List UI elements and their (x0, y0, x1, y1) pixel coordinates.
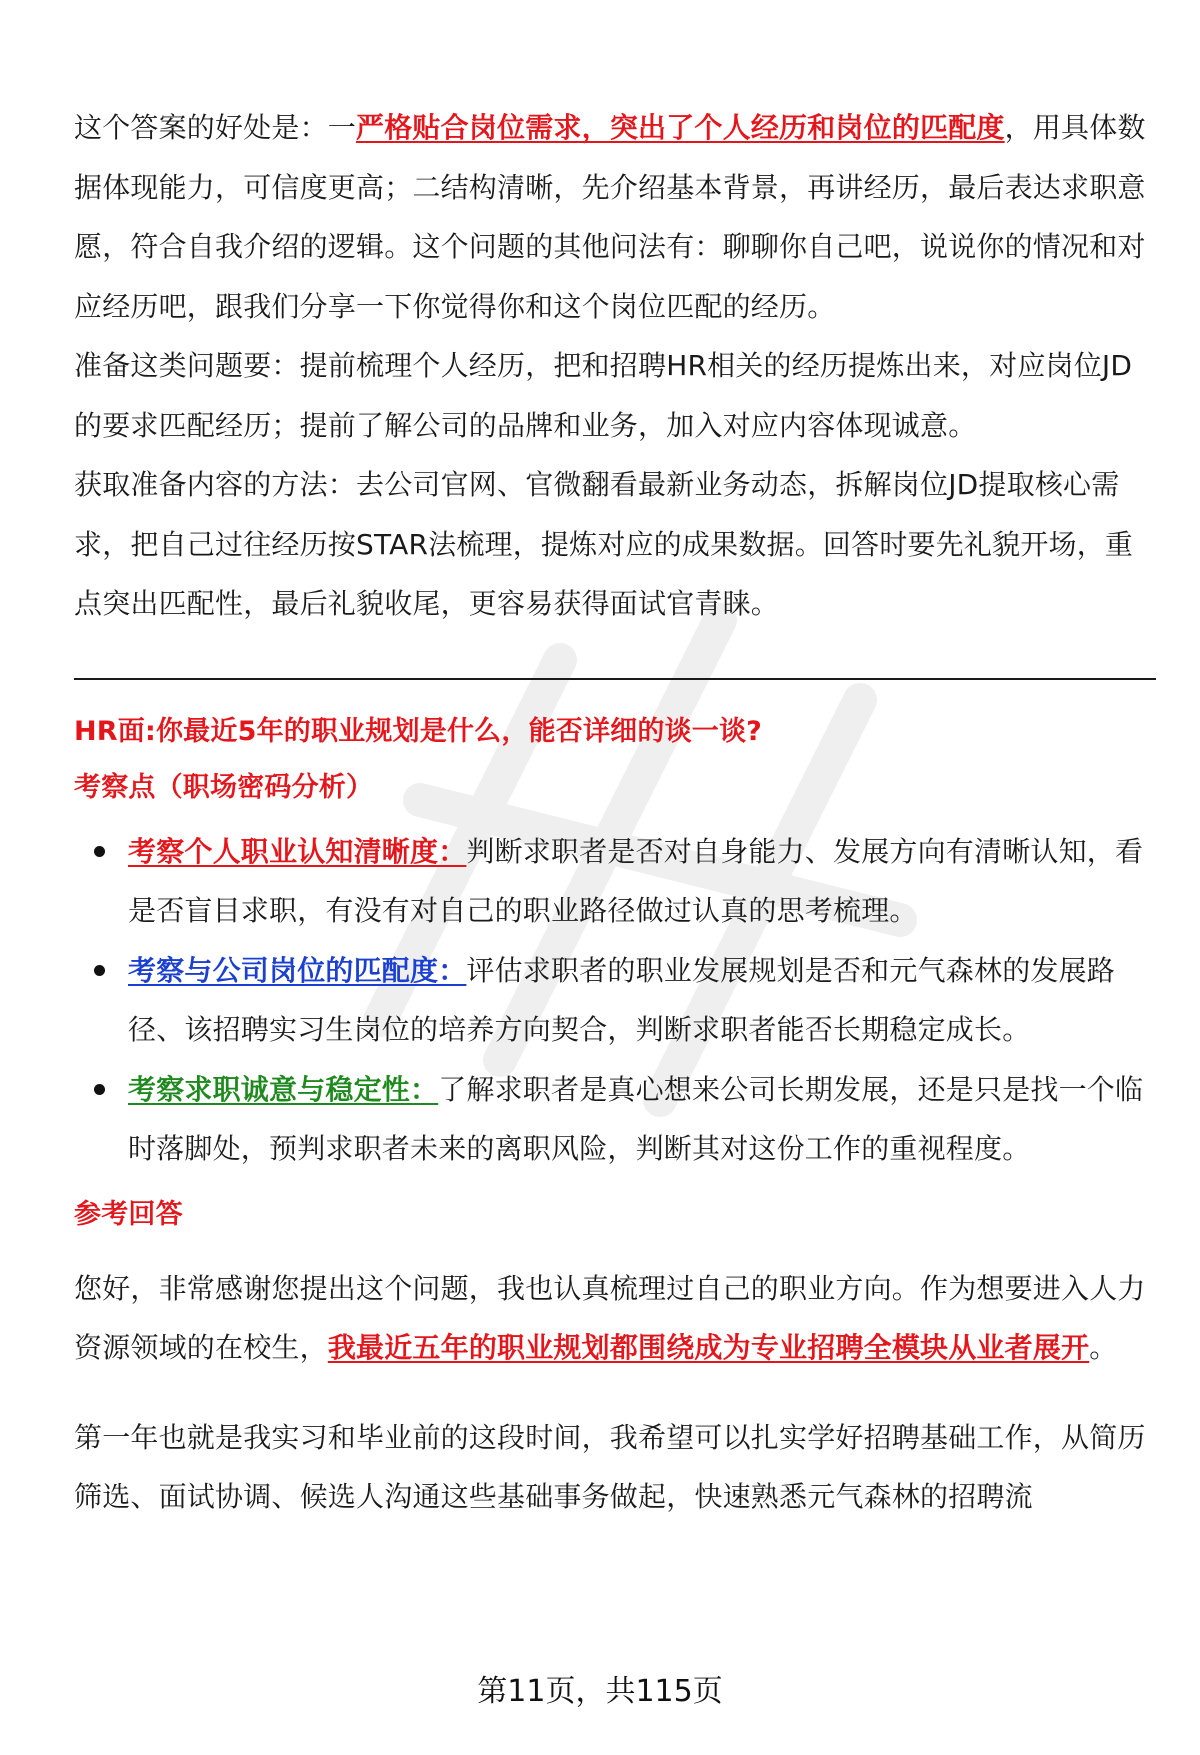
answer-text-end: 。 (1089, 1331, 1118, 1364)
answer-heading: 参考回答 (74, 1198, 183, 1230)
point-label: 考察求职诚意与稳定性： (128, 1072, 439, 1106)
intro-highlight: 严格贴合岗位需求，突出了个人经历和岗位的匹配度 (356, 111, 1005, 144)
question-heading: HR面:你最近5年的职业规划是什么，能否详细的谈一谈? (74, 715, 763, 747)
list-item (74, 1060, 1158, 1179)
point-text: 了解求职者是真心想来公司长期发展，还是只是找一个临时落脚处，预判求职者未来的离职风险，判断其对这份工作的重视程度。 (128, 1072, 1144, 1165)
bullet-dot-icon (94, 965, 105, 976)
answer-text: 您好，非常感谢您提出这个问题，我也认真梳理过自己的职业方向。作为想要进入人力资源领域的在校生， (74, 1271, 1146, 1364)
list-item (74, 941, 1158, 1060)
intro-paragraph-3: 获取准备内容的方法：去公司官网、官微翻看最新业务动态，拆解岗位JD提取核心需求，把自己过往经历按STAR法梳理，提炼对应的成果数据。回答时要先礼貌开场，重点突出匹配性，最后礼貌收尾，更容易获得面试官青睐。 (74, 468, 1134, 620)
page-content (74, 98, 1158, 1527)
bullet-dot-icon (94, 846, 105, 857)
intro-text-continued: ，用具体数据体现能力，可信度更高；二结构清晰，先介绍基本背景，再讲经历，最后表达求职意愿，符合自我介绍的逻辑。这个问题的其他问法有：聊聊你自己吧，说说你的情况和对应经历吧，跟我们分享一下你觉得你和这个岗位匹配的经历。 (74, 111, 1146, 323)
assessment-points-list (74, 822, 1158, 1179)
point-text: 评估求职者的职业发展规划是否和元气森林的发展路径、该招聘实习生岗位的培养方向契合，判断求职者能否长期稳定成长。 (128, 953, 1116, 1046)
answer-highlight: 我最近五年的职业规划都围绕成为专业招聘全模块从业者展开 (327, 1331, 1090, 1364)
section-divider (74, 678, 1156, 680)
answer-paragraph-2: 第一年也就是我实习和毕业前的这段时间，我希望可以扎实学好招聘基础工作，从简历筛选、面试协调、候选人沟通这些基础事务做起，快速熟悉元气森林的招聘流 (74, 1420, 1146, 1513)
bullet-dot-icon (94, 1084, 105, 1095)
list-item (74, 822, 1158, 941)
intro-paragraph-1 (74, 98, 1158, 336)
intro-paragraph-2: 准备这类问题要：提前梳理个人经历，把和招聘HR相关的经历提炼出来，对应岗位JD的要求匹配经历；提前了解公司的品牌和业务，加入对应内容体现诚意。 (74, 349, 1133, 442)
point-label: 考察个人职业认知清晰度： (128, 834, 467, 868)
point-text: 判断求职者是否对自身能力、发展方向有清晰认知，看是否盲目求职，有没有对自己的职业路径做过认真的思考梳理。 (128, 834, 1144, 927)
page-number-footer: 第11页，共115页 (477, 1674, 723, 1709)
answer-paragraph-1 (74, 1259, 1158, 1378)
intro-text: 这个答案的好处是：一 (74, 111, 357, 144)
point-label: 考察与公司岗位的匹配度： (128, 953, 467, 987)
points-heading: 考察点（职场密码分析） (74, 771, 374, 803)
